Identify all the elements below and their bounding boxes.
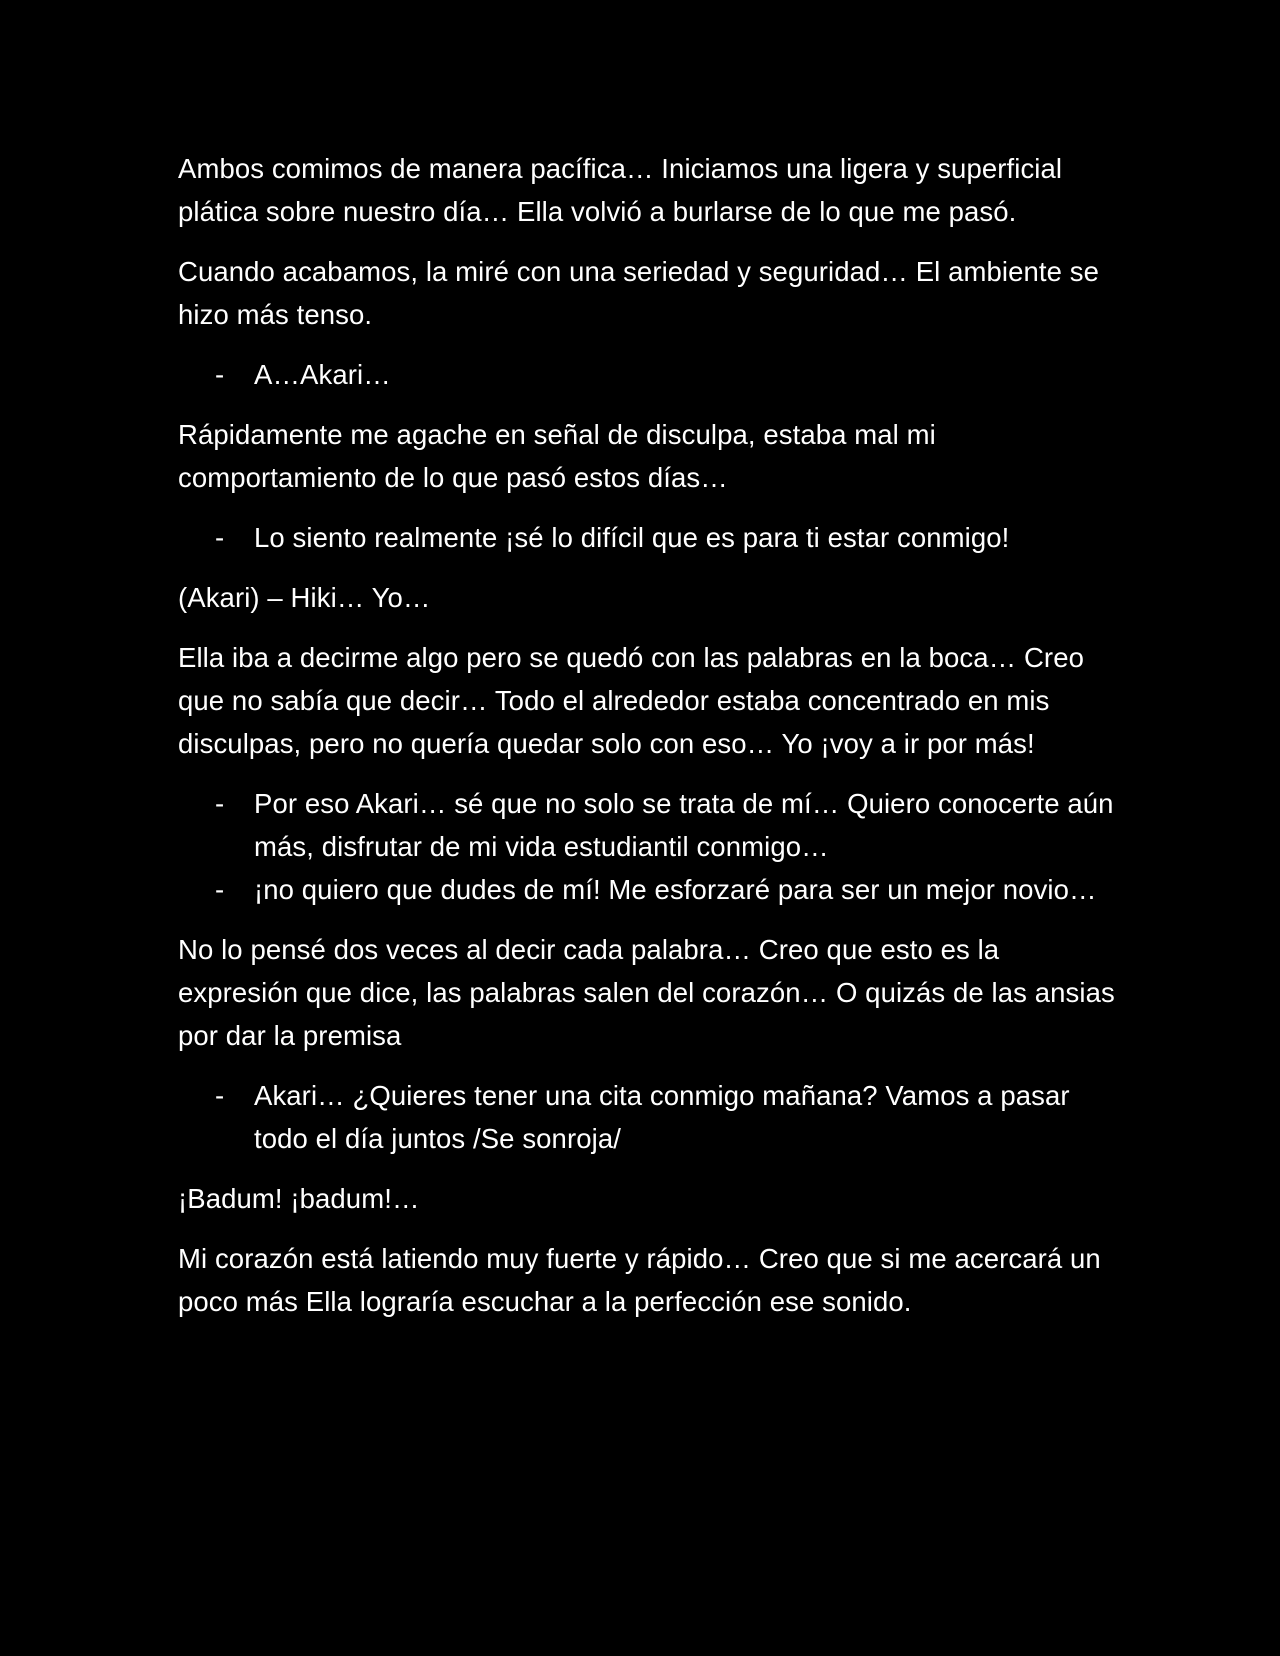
dash-marker: - [215, 522, 225, 553]
dialogue-text: Por eso Akari… sé que no solo se trata de mí… Quiero conocerte aún más, disfrutar de mi vida estudiantil conmigo… [254, 788, 1114, 862]
dash-marker: - [215, 788, 225, 819]
paragraph: ¡Badum! ¡badum!… [178, 1183, 420, 1214]
dash-marker: - [215, 874, 225, 905]
dialogue-line [178, 782, 1118, 868]
dialogue-text: Lo siento realmente ¡sé lo difícil que es para ti estar conmigo! [254, 522, 1010, 553]
document-page [178, 147, 1118, 1340]
dialogue-line [178, 868, 1118, 911]
paragraph: Ambos comimos de manera pacífica… Iniciamos una ligera y superficial plática sobre nuestro día… Ella volvió a burlarse de lo que me pasó. [178, 153, 1063, 227]
paragraph: (Akari) – Hiki… Yo… [178, 582, 431, 613]
dialogue-line [178, 1074, 1118, 1160]
paragraph: No lo pensé dos veces al decir cada palabra… Creo que esto es la expresión que dice, las palabras salen del corazón… O quizás de las ansias por dar la premisa [178, 934, 1115, 1051]
dialogue-line [178, 353, 1118, 396]
paragraph: Mi corazón está latiendo muy fuerte y rápido… Creo que si me acercará un poco más Ella lograría escuchar a la perfección ese sonido. [178, 1243, 1101, 1317]
dash-marker: - [215, 359, 225, 390]
paragraph: Rápidamente me agache en señal de disculpa, estaba mal mi comportamiento de lo que pasó estos días… [178, 419, 936, 493]
dialogue-line [178, 516, 1118, 559]
dash-marker: - [215, 1080, 225, 1111]
paragraph: Cuando acabamos, la miré con una seriedad y seguridad… El ambiente se hizo más tenso. [178, 256, 1100, 330]
paragraph: Ella iba a decirme algo pero se quedó con las palabras en la boca… Creo que no sabía que decir… Todo el alrededor estaba concentrado en mis disculpas, pero no quería quedar solo con eso… Yo ¡voy a ir por más! [178, 642, 1084, 759]
dialogue-text: Akari… ¿Quieres tener una cita conmigo mañana? Vamos a pasar todo el día juntos /Se sonroja/ [254, 1080, 1070, 1154]
dialogue-text: A…Akari… [254, 359, 391, 390]
dialogue-text: ¡no quiero que dudes de mí! Me esforzaré para ser un mejor novio… [254, 874, 1097, 905]
